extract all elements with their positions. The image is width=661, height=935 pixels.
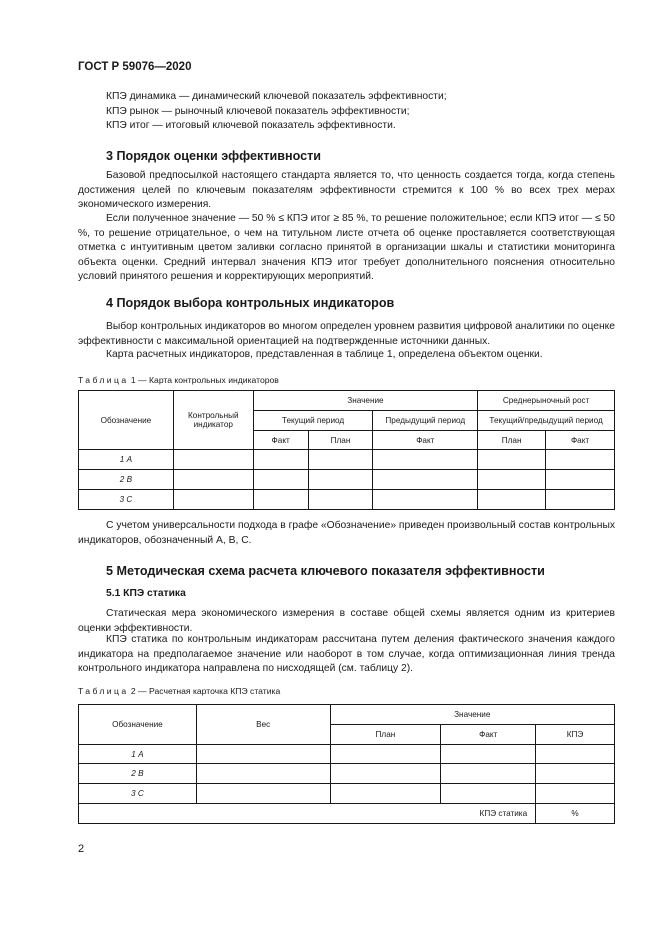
table-1-indicator-map [78, 390, 615, 510]
definition-dynamics: КПЭ динамика — динамический ключевой показатель эффективности; [106, 91, 447, 102]
table-1-cell [173, 470, 253, 490]
table-1-caption [78, 375, 279, 385]
table-1-cell [173, 490, 253, 510]
section-3-title: 3 Порядок оценки эффективности [106, 149, 322, 163]
table-2-header-weight: Вес [196, 705, 330, 745]
table-1-header-previous-period: Предыдущий период [373, 411, 478, 431]
table-2-cell [330, 784, 441, 804]
table-1-caption-word: Таблица [78, 375, 129, 385]
table-2-cell [330, 745, 441, 764]
section-5-1-title: 5.1 КПЭ статика [106, 588, 186, 599]
table-2-header-value: Значение [330, 705, 614, 725]
table-2-cell [441, 745, 536, 764]
table-2-cell [196, 784, 330, 804]
table-1-header-fact: Факт [253, 431, 308, 450]
table-2-cell [196, 764, 330, 784]
table-1-header-market-growth: Среднерыночный рост [478, 391, 615, 411]
table-1-cell [308, 450, 373, 470]
table-2-cell [536, 745, 615, 764]
section-4-paragraph-2: Карта расчетных индикаторов, представленная в таблице 1, определена объектом оценки. [106, 349, 543, 360]
table-2-cell [441, 764, 536, 784]
table-2-cell [536, 784, 615, 804]
table-1-header-plan: План [308, 431, 373, 450]
table-2-header-designation: Обозначение [79, 705, 197, 745]
table-1-cell [546, 490, 615, 510]
table-1-caption-text: 1 — Карта контрольных индикаторов [130, 375, 279, 385]
table-1-cell [478, 490, 546, 510]
table-2-total-unit: % [536, 804, 615, 824]
table-2-caption-word: Таблица [78, 686, 129, 696]
table-2-header-plan: План [330, 725, 441, 745]
table-1-cell [546, 450, 615, 470]
table-1-header-designation: Обозначение [79, 391, 174, 450]
table-2-cell [330, 764, 441, 784]
definition-total: КПЭ итог — итоговый ключевой показатель эффективности. [106, 120, 396, 131]
table-1-cell [253, 450, 308, 470]
page-number: 2 [78, 843, 85, 855]
table-2-row-label: 3 С [79, 784, 197, 804]
table-1-row-label: 1 А [79, 450, 174, 470]
table-2-row-label: 1 А [79, 745, 197, 764]
table-2-header-kpe: КПЭ [536, 725, 615, 745]
table-1-header-plan: План [478, 431, 546, 450]
table-1-header-indicator: Контрольный индикатор [173, 391, 253, 450]
section-5-paragraph-2: КПЭ статика по контрольным индикаторам рассчитана путем деления фактического значения каждого индикатора на предполагаемое значение или наоборот в том случае, когда оптимизационная линия тренда контрольного индикатора направлена по нисходящей (см. таблицу 2). [78, 634, 615, 675]
section-5-paragraph-1: Статическая мера экономического измерения в составе общей схемы является одним из критериев оценки эффективности. [78, 608, 615, 634]
table-1-cell [478, 470, 546, 490]
table-1-cell [308, 490, 373, 510]
table-2-cell [536, 764, 615, 784]
table-2-row-label: 2 В [79, 764, 197, 784]
table-1-header-current-previous: Текущий/предыдущий период [478, 411, 615, 431]
after-table-1-paragraph: С учетом универсальности подхода в графе «Обозначение» приведен произвольный состав контрольных индикаторов, обозначенный А, В, С. [78, 520, 615, 546]
section-3-paragraph-1: Базовой предпосылкой настоящего стандарта является то, что ценность создается тогда, когда степень достижения целей по ключевым показателям эффективности стремится к 100 % во всех трех мерах экономического измерения. [78, 170, 615, 211]
table-2-cell [441, 784, 536, 804]
table-1-cell [373, 470, 478, 490]
section-4-title: 4 Порядок выбора контрольных индикаторов [106, 296, 395, 310]
table-2-total-label: КПЭ статика [79, 804, 536, 824]
table-2-kpe-statics-card [78, 704, 615, 824]
table-1-cell [546, 470, 615, 490]
table-1-cell [173, 450, 253, 470]
table-1-cell [373, 450, 478, 470]
table-1-cell [373, 490, 478, 510]
table-1-cell [478, 450, 546, 470]
table-2-cell [196, 745, 330, 764]
table-1-header-value: Значение [253, 391, 477, 411]
definition-market: КПЭ рынок — рыночный ключевой показатель эффективности; [106, 106, 410, 117]
section-5-title: 5 Методическая схема расчета ключевого показателя эффективности [106, 564, 545, 578]
table-1-cell [308, 470, 373, 490]
table-1-header-current-period: Текущий период [253, 411, 373, 431]
table-2-caption-text: 2 — Расчетная карточка КПЭ статика [130, 686, 281, 696]
table-2-header-fact: Факт [441, 725, 536, 745]
table-1-cell [253, 490, 308, 510]
table-1-row-label: 3 С [79, 490, 174, 510]
section-4-paragraph-1: Выбор контрольных индикаторов во многом определен уровнем развития цифровой аналитики по оценке эффективности с максимальной ориентацией на подтвержденные источники данных. [78, 321, 615, 347]
table-1-header-fact: Факт [546, 431, 615, 450]
table-1-header-fact: Факт [373, 431, 478, 450]
table-2-caption [78, 686, 280, 696]
section-3-paragraph-2: Если полученное значение — 50 % ≤ КПЭ итог ≥ 85 %, то решение положительное; если КПЭ итог — ≤ 50 %, то решение отрицательное, о чем на титульном листе отчета об оценке проставляется соответствующая отметка с интуитивным цветом заливки согласно принятой в организации шкалы и статистики мониторинга объекта оценки. Средний интервал значения КПЭ итог требует дополнительного пояснения относительно условий принятого решения и корректирующих мероприятий. [78, 213, 615, 283]
table-1-row-label: 2 В [79, 470, 174, 490]
table-1-cell [253, 470, 308, 490]
standard-header: ГОСТ Р 59076—2020 [78, 61, 192, 73]
